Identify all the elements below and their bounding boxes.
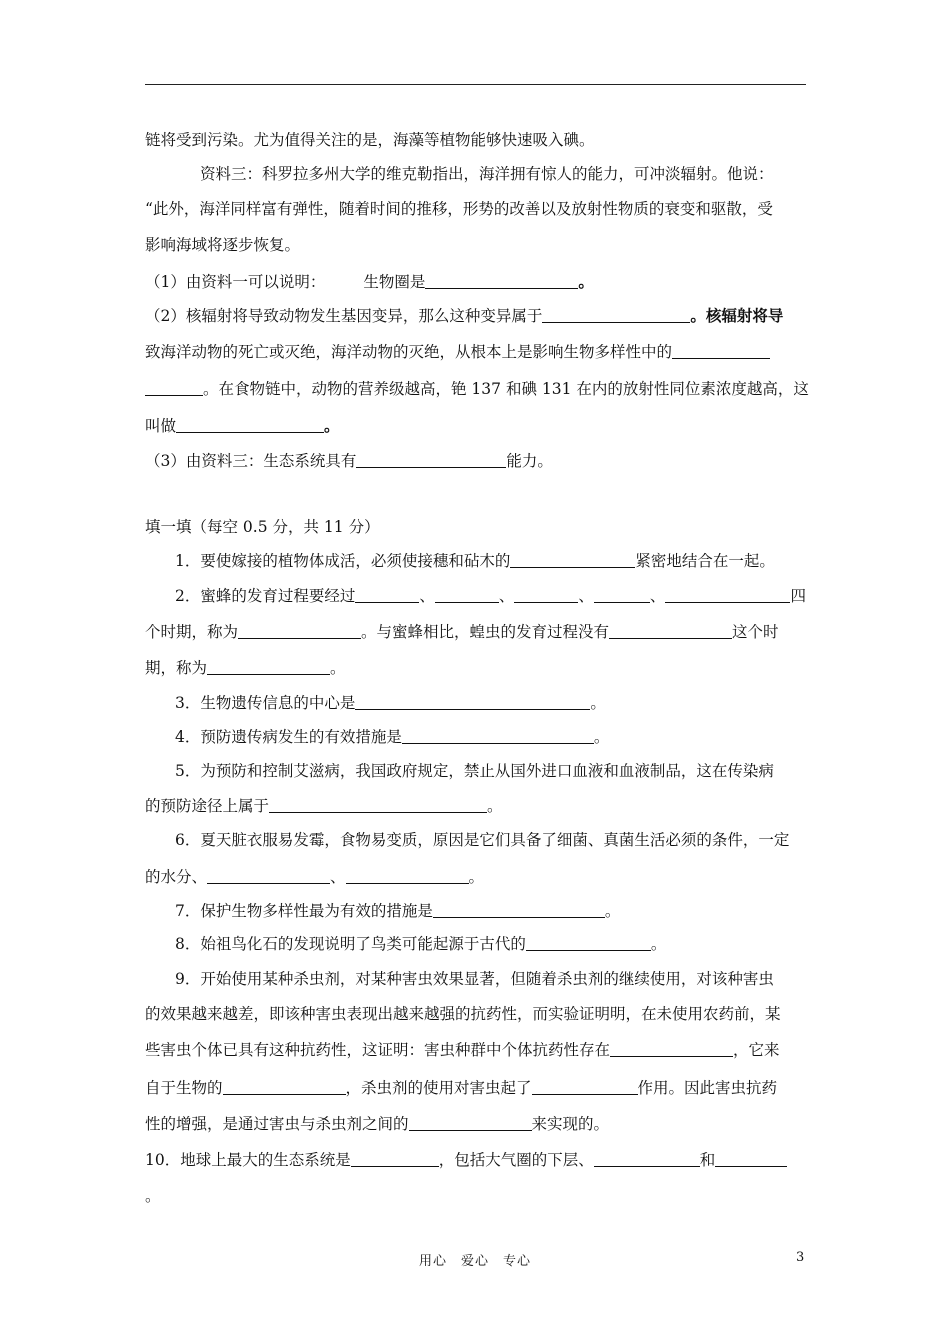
fill-item-9-line2: 的效果越来越差，即该种害虫表现出越来越强的抗药性，而实验证明明，在未使用农药前，某 [145,1005,781,1023]
question-3: （3）由资料三：生态系统具有 能力。 [145,452,553,470]
answer-blank[interactable] [435,587,499,603]
fill-item-10-end: 。 [145,1187,161,1205]
fill-item-9-line5: 性的增强，是通过害虫与杀虫剂之间的 来实现的。 [145,1115,610,1133]
fill-item-9-line3: 些害虫个体已具有这种抗药性，这证明：害虫种群中个体抗药性存在 ，它来 [145,1041,780,1059]
answer-blank[interactable] [594,1151,700,1167]
fill-heading: 填一填（每空 0.5 分，共 11 分） [145,518,380,536]
fill-item-9-line4: 自于生物的 ，杀虫剂的使用对害虫起了 作用。因此害虫抗药 [145,1079,778,1097]
material-3-quote: “此外，海洋同样富有弹性，随着时间的推移，形势的改善以及放射性物质的衰变和驱散，受 [145,200,773,218]
header-rule [145,84,806,85]
fill-item-2: 2．蜜蜂的发育过程要经过 、 、 、 、 四 [175,587,806,605]
answer-blank[interactable] [532,1079,638,1095]
answer-blank[interactable] [672,343,770,359]
question-1-text: 生物圈是 [363,273,426,291]
fill-item-6: 6．夏天脏衣服易发霉，食物易变质，原因是它们具备了细菌、真菌生活必须的条件，一定 [175,831,790,849]
fill-item-8: 8．始祖鸟化石的发现说明了鸟类可能起源于古代的 。 [175,935,667,953]
answer-blank[interactable] [355,587,419,603]
material-3-line: 资料三：科罗拉多州大学的维克勒指出，海洋拥有惊人的能力，可冲淡辐射。他说： [200,165,774,183]
question-1: （1）由资料一可以说明： 生物圈是 。 [145,272,594,291]
fill-item-5: 5．为预防和控制艾滋病，我国政府规定，禁止从国外进口血液和血液制品，这在传染病 [175,762,774,780]
answer-blank[interactable] [402,728,594,744]
answer-blank[interactable] [269,797,487,813]
page-number: 3 [796,1250,805,1265]
fill-item-2-line3: 期，称为 。 [145,659,346,677]
answer-blank[interactable] [223,1079,346,1095]
answer-blank[interactable] [355,694,590,710]
fill-item-3: 3．生物遗传信息的中心是 。 [175,694,606,712]
answer-blank[interactable] [510,552,635,568]
answer-blank[interactable] [238,623,361,639]
fill-item-7: 7．保护生物多样性最为有效的措施是 。 [175,902,621,920]
answer-blank[interactable] [594,587,650,603]
fill-item-2-line2: 个时期，称为 。与蜜蜂相比，蝗虫的发育过程没有 这个时 [145,623,779,641]
fill-item-1: 1．要使嫁接的植物体成活，必须使接穗和砧木的 紧密地结合在一起。 [175,552,775,570]
answer-blank[interactable] [715,1151,787,1167]
answer-blank[interactable] [346,868,469,884]
answer-blank[interactable] [351,1151,439,1167]
question-2: （2）核辐射将导致动物发生基因变异，那么这种变异属于 。核辐射将导 [145,306,784,325]
question-2-line3: 。在食物链中，动物的营养级越高，铯 137 和碘 131 在内的放射性同位素浓度越高，这 [145,379,806,399]
answer-blank[interactable] [514,587,578,603]
fill-item-5-line2: 的预防途径上属于 。 [145,797,503,815]
answer-blank[interactable] [425,273,578,289]
answer-blank[interactable] [145,380,203,396]
fill-item-10: 10．地球上最大的生态系统是 ，包括大气圈的下层、 和 [145,1150,806,1170]
answer-blank[interactable] [610,1041,733,1057]
answer-blank[interactable] [176,417,324,433]
answer-blank[interactable] [526,935,651,951]
answer-blank[interactable] [207,659,330,675]
fill-item-9: 9．开始使用某种杀虫剂，对某种害虫效果显著，但随着杀虫剂的继续使用，对该种害虫 [175,970,774,988]
answer-blank[interactable] [542,307,690,323]
answer-blank[interactable] [356,452,506,468]
answer-blank[interactable] [665,587,790,603]
answer-blank[interactable] [433,902,605,918]
question-1-prefix: （1）由资料一可以说明： [145,273,326,291]
answer-blank[interactable] [409,1115,532,1131]
material-line: 链将受到污染。尤为值得关注的是，海藻等植物能够快速吸入碘。 [145,131,595,149]
material-3-quote-end: 影响海域将逐步恢复。 [145,236,301,254]
question-2-line4: 叫做 。 [145,416,340,435]
question-2-line2: 致海洋动物的死亡或灭绝，海洋动物的灭绝，从根本上是影响生物多样性中的 [145,342,806,362]
fill-item-6-line2: 的水分、 、 。 [145,868,485,886]
fill-item-4: 4．预防遗传病发生的有效措施是 。 [175,728,610,746]
answer-blank[interactable] [609,623,732,639]
footer-motto: 用心 爱心 专心 [418,1254,531,1269]
answer-blank[interactable] [207,868,330,884]
